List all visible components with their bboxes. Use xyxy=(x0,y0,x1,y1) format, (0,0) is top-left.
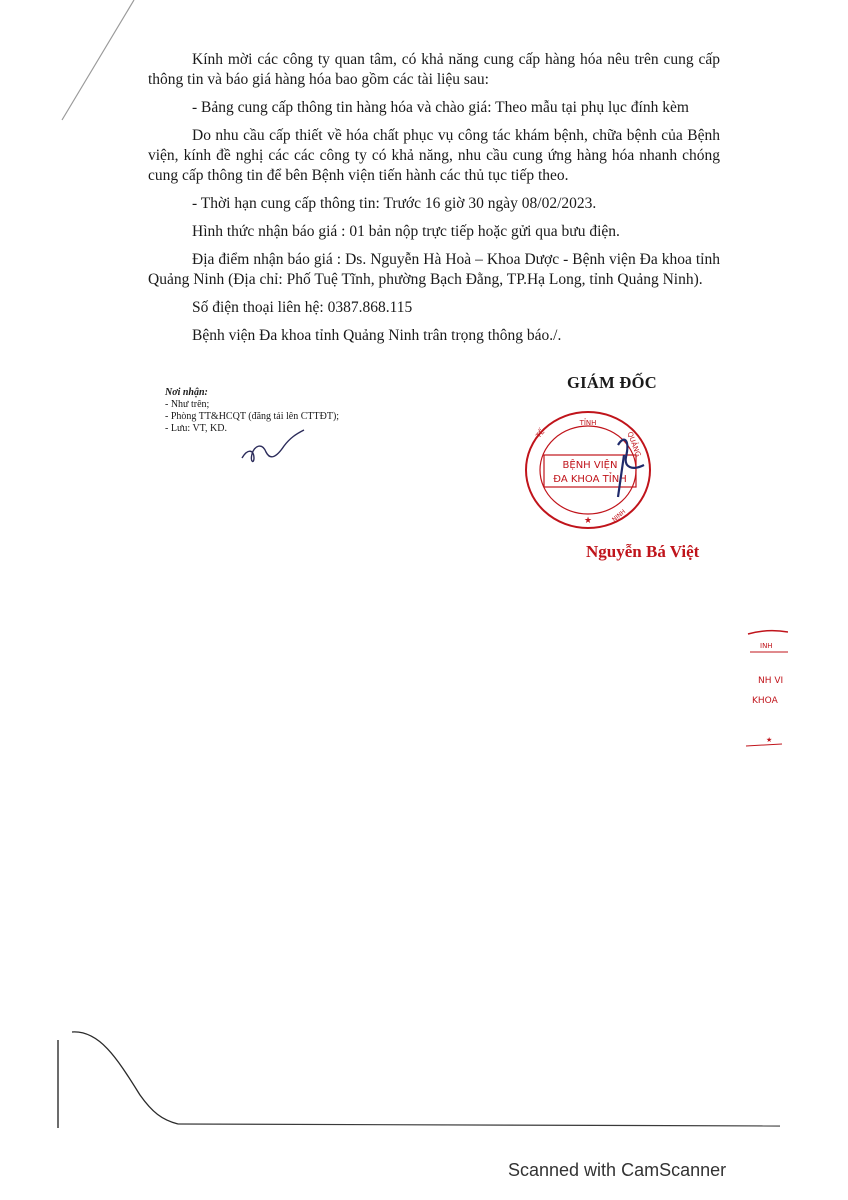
top-left-fold-line xyxy=(62,0,134,120)
bottom-edge-line xyxy=(178,1124,780,1126)
submission-method-line: Hình thức nhận báo giá : 01 bản nộp trực tiếp hoặc gửi qua bưu điện. xyxy=(192,223,620,240)
hospital-stamp xyxy=(520,405,660,535)
deadline-line: - Thời hạn cung cấp thông tin: Trước 16 giờ 30 ngày 08/02/2023. xyxy=(192,195,597,212)
side-stamp-line-1: INH xyxy=(760,642,773,650)
stamp-arc-right: QUẢNG xyxy=(625,430,643,458)
intro-paragraph: Kính mời các công ty quan tâm, có khả năng cung cấp hàng hóa nêu trên cung cấp thông tin và báo giá hàng hóa bao gồm các tài liệu sau: xyxy=(148,51,720,88)
stamp-line-2: ĐA KHOA TỈNH xyxy=(553,474,627,485)
director-title: GIÁM ĐỐC xyxy=(567,373,657,392)
urgency-paragraph: Do nhu cầu cấp thiết về hóa chất phục vụ công tác khám bệnh, chữa bệnh của Bệnh viện, kính đề nghị các các công ty có khả năng, nhu cầu cung ứng hàng hóa nhanh chóng cung cấp thông tin để bên Bệnh viện tiến hành các thủ tục tiếp theo. xyxy=(148,127,720,184)
side-stamp-line-3: KHOA xyxy=(752,696,778,706)
submission-address-paragraph: Địa điểm nhận báo giá : Ds. Nguyễn Hà Hoà – Khoa Dược - Bệnh viện Đa khoa tỉnh Quảng Ninh (Địa chỉ: Phố Tuệ Tĩnh, phường Bạch Đằng, TP.Hạ Long, tỉnh Quảng Ninh). xyxy=(148,251,720,288)
initials-signature xyxy=(240,428,310,468)
signer-name: Nguyễn Bá Việt xyxy=(586,542,700,561)
bottom-curl-line xyxy=(72,1032,178,1124)
recipient-item: - Phòng TT&HCQT (đăng tải lên CTTĐT); xyxy=(165,411,340,422)
document-list-item: - Bảng cung cấp thông tin hàng hóa và chào giá: Theo mẫu tại phụ lục đính kèm xyxy=(192,99,689,116)
recipient-item: - Như trên; xyxy=(165,399,210,410)
contact-phone-line: Số điện thoại liên hệ: 0387.868.115 xyxy=(192,299,413,316)
stamp-arc-bottom: NINH xyxy=(610,508,628,524)
closing-line: Bệnh viện Đa khoa tỉnh Quảng Ninh trân trọng thông báo./. xyxy=(192,327,562,344)
stamp-line-1: BỆNH VIỆN xyxy=(562,460,618,471)
stamp-arc-top: TỈNH xyxy=(579,419,597,427)
side-stamp-fragment xyxy=(742,628,788,758)
notice-body xyxy=(148,50,720,354)
side-stamp-line-2: NH VI xyxy=(758,676,784,686)
recipients-heading: Nơi nhận: xyxy=(165,387,208,398)
stamp-arc-left: TẾ xyxy=(534,427,547,440)
recipient-item: - Lưu: VT, KD. xyxy=(165,423,227,434)
side-stamp-star-icon: ★ xyxy=(766,736,773,744)
stamp-star-icon: ★ xyxy=(583,515,593,525)
scanner-watermark: Scanned with CamScanner xyxy=(508,1160,727,1180)
